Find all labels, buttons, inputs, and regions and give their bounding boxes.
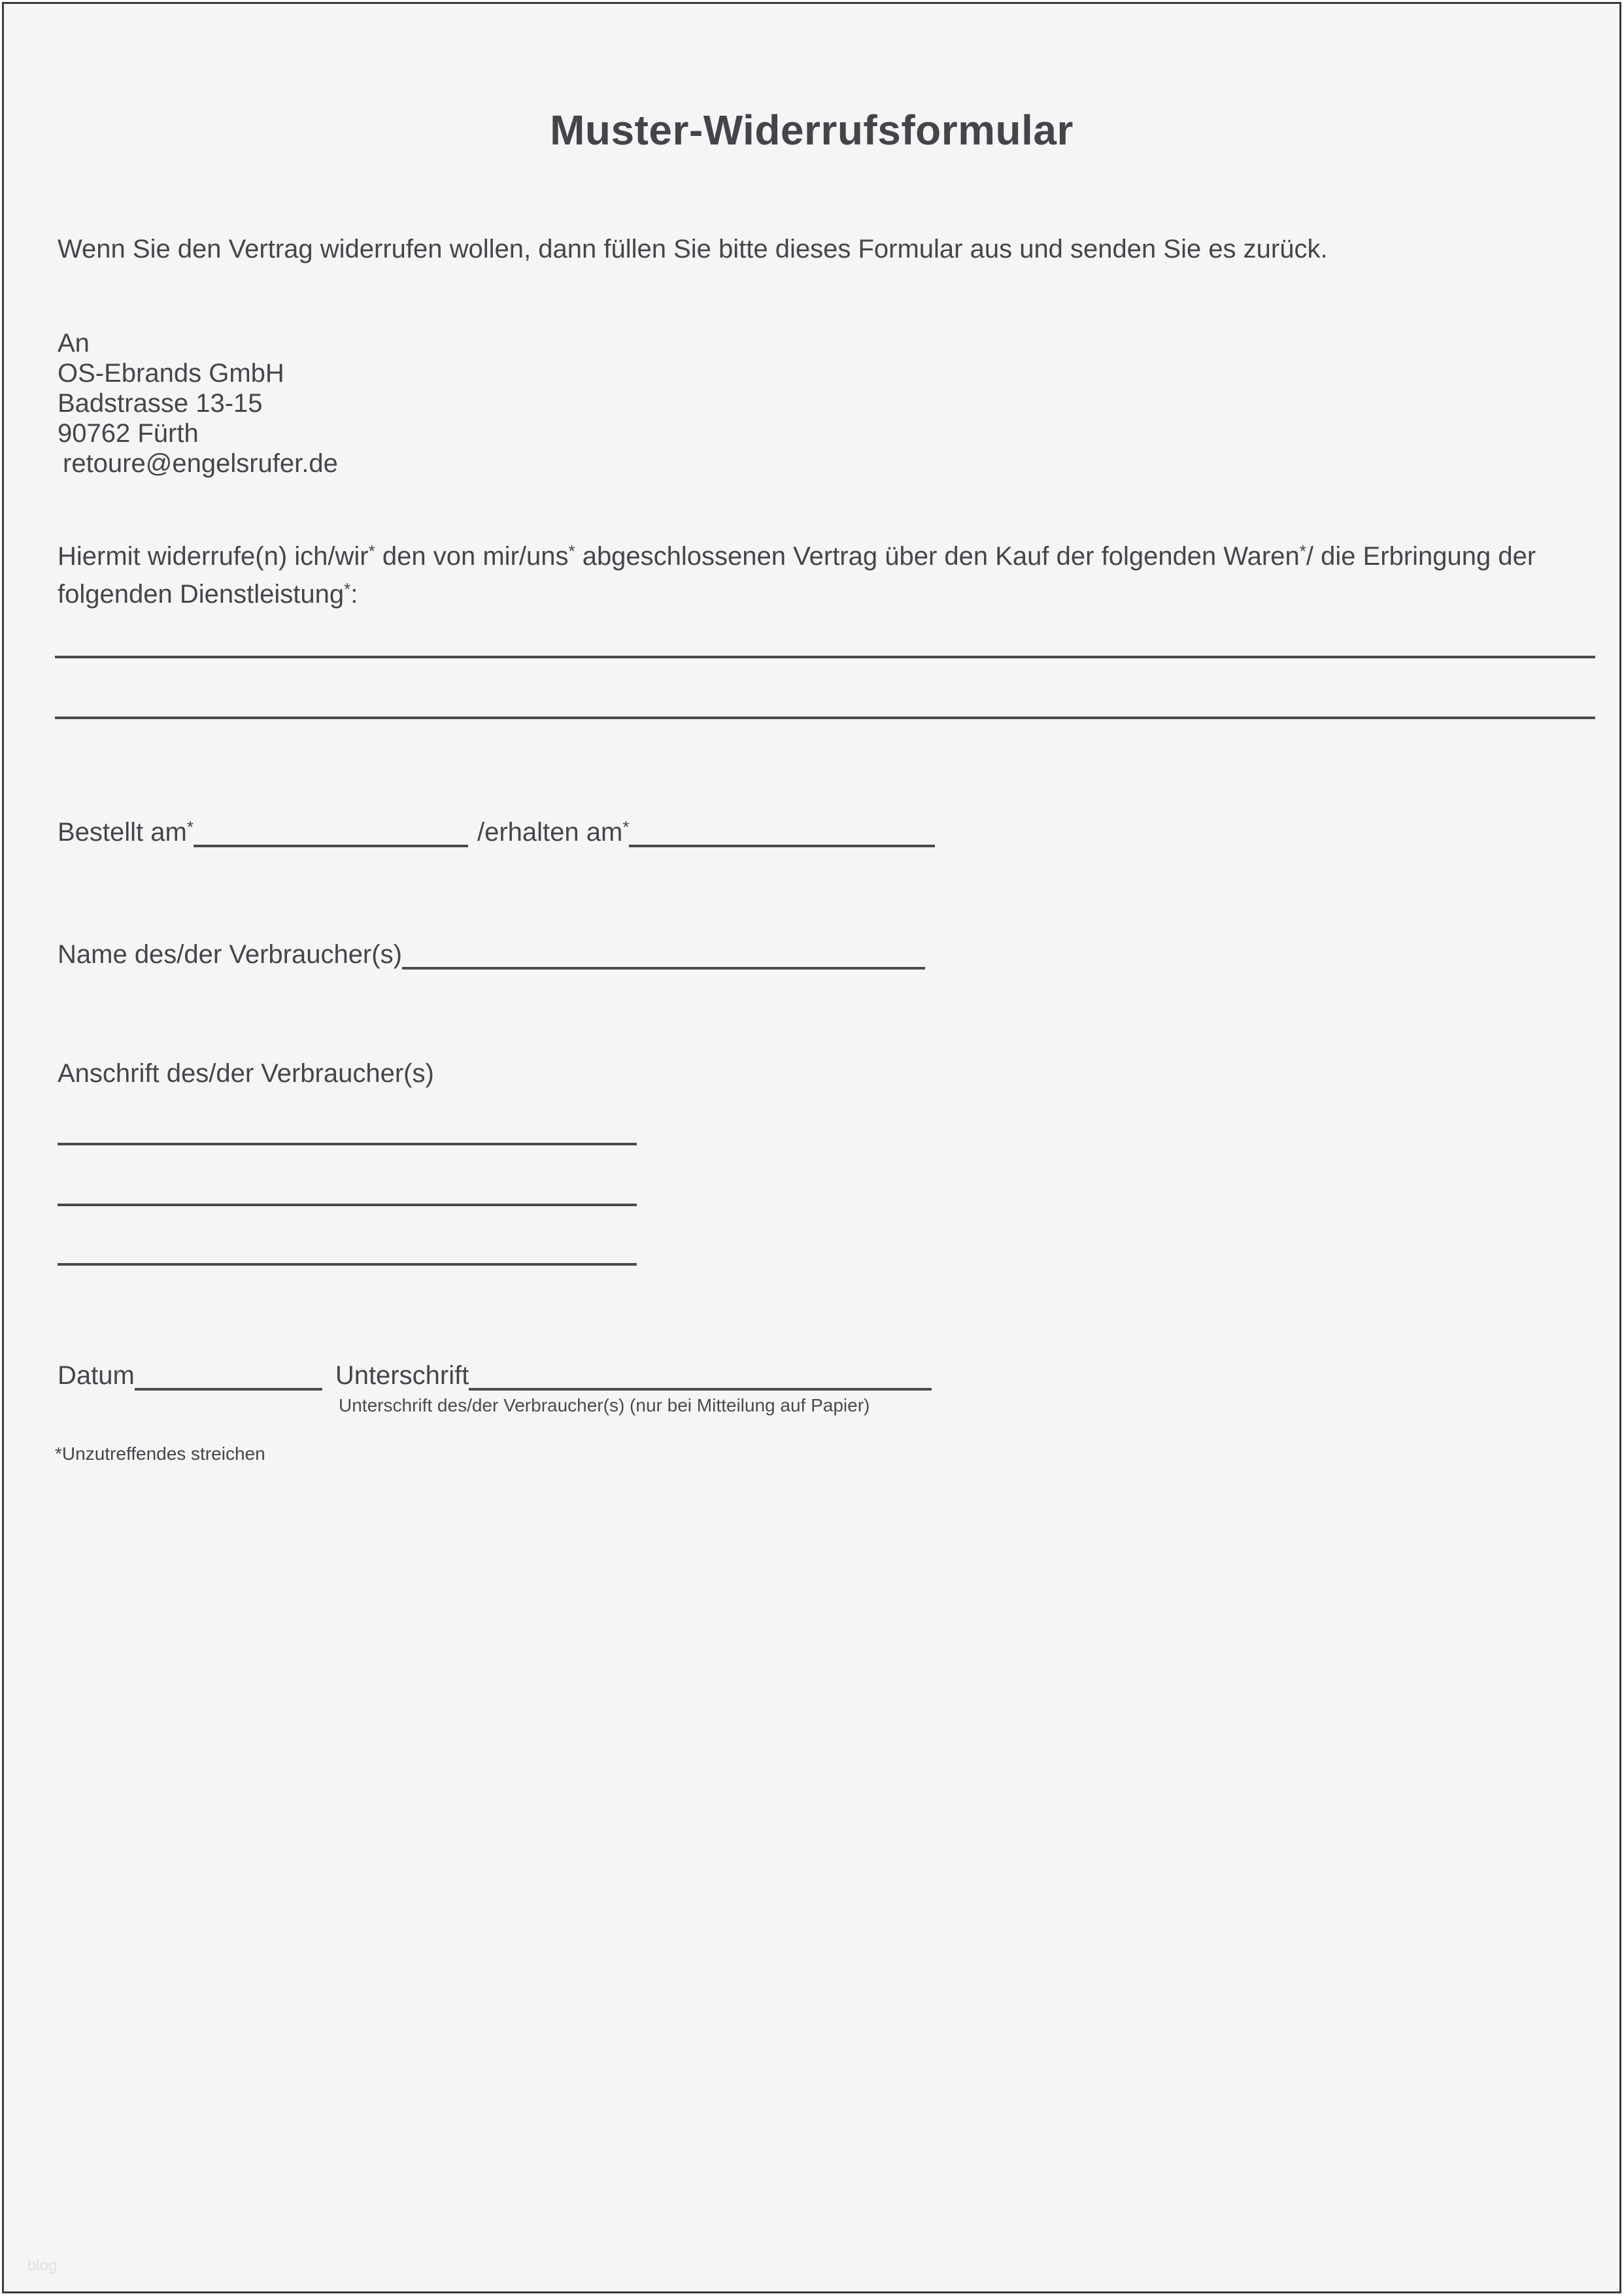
declaration-paragraph [58,535,1607,611]
date-label: Datum [58,1361,135,1390]
asterisk-note: * [568,541,575,561]
declaration-line-1 [58,535,1607,573]
asterisk-note: * [1299,541,1306,561]
asterisk-note: * [186,817,194,837]
recipient-email: retoure@engelsrufer.de [63,449,338,478]
date-blank-line [135,1388,322,1391]
blank-write-in-line [55,656,1595,658]
consumer-name-blank-line [402,967,925,970]
signature-caption: Unterschrift des/der Verbraucher(s) (nur bei Mitteilung auf Papier) [339,1395,870,1415]
consumer-address-label: Anschrift des/der Verbraucher(s) [58,1059,434,1088]
declaration-text: / die Erbringung der [1306,542,1536,571]
address-blank-line [58,1143,637,1145]
consumer-name-row [58,940,925,970]
declaration-text: den von mir/uns [375,542,569,571]
ordered-label: Bestellt am [58,818,187,847]
declaration-text: abgeschlossenen Vertrag über den Kauf der folgenden Waren [575,542,1300,571]
asterisk-note: * [622,817,630,837]
declaration-text: folgenden Dienstleistung [58,580,345,609]
recipient-salutation: An [58,329,90,358]
received-date-blank-line [629,845,935,847]
address-blank-line [58,1263,637,1266]
signature-blank-line [469,1388,932,1391]
recipient-company: OS-Ebrands GmbH [58,359,284,388]
page-title: Muster-Widerrufsformular [550,107,1074,154]
ordered-date-blank-line [194,845,468,847]
address-blank-line [58,1204,637,1206]
consumer-name-label: Name des/der Verbraucher(s) [58,940,402,969]
declaration-text: Hiermit widerrufe(n) ich/wir [58,542,369,571]
recipient-block [58,328,338,479]
declaration-line-2 [58,573,1607,611]
declaration-text: : [350,580,358,609]
order-date-row [58,817,935,847]
recipient-city: 90762 Fürth [58,419,199,448]
recipient-street: Badstrasse 13-15 [58,389,263,418]
footnote: *Unzutreffendes streichen [55,1443,265,1464]
watermark-text: blog [27,2257,58,2274]
date-signature-row [58,1361,932,1391]
received-label: /erhalten am [477,818,623,847]
intro-text: Wenn Sie den Vertrag widerrufen wollen, dann füllen Sie bitte dieses Formular aus und senden Sie es zurück. [58,235,1328,263]
asterisk-note: * [368,541,375,561]
form-page [2,2,1621,2293]
asterisk-note: * [344,579,351,599]
signature-label: Unterschrift [335,1361,469,1390]
blank-write-in-line [55,717,1595,719]
